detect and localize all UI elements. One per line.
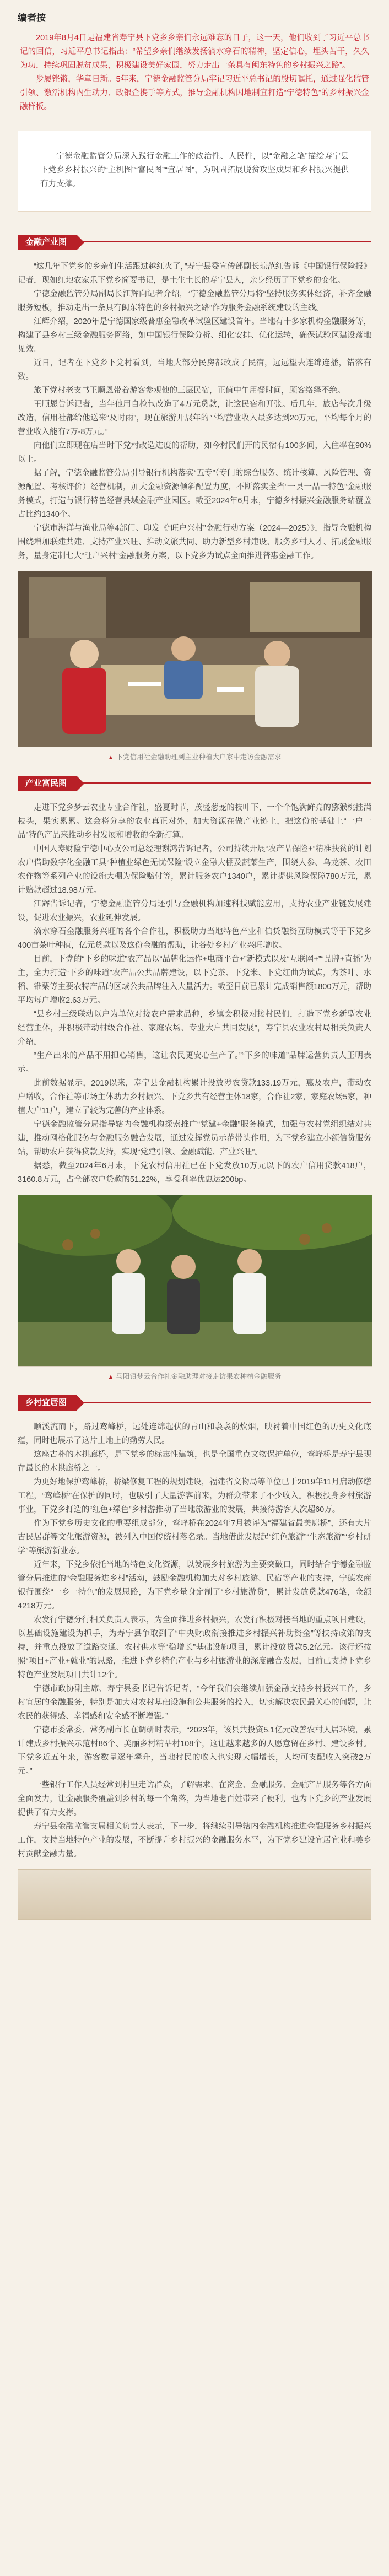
- paragraph: “这几年下党乡的乡亲们生活跟过越红火了，”寿宁县委宣传部副长琼范红告诉《中国银行保险报》记者，现如红地农家乐下党乡简要书记，是土生土长的寿宁县人，亲身经历了下党乡的变化。: [18, 262, 371, 285]
- paragraph: 王顺恩告诉记者，当年他用自检包改造了4万元贷款，让这民宿和开张。后几年，旅店每次升级改造，信用社都给他送来“及时雨”，现在旅游开展年的平均营业收入最多达到20万元，平均每个月的营业收入能有7万-8万元。”: [18, 400, 371, 436]
- paragraph: 据了解，宁德金融监管分局引导银行机构落实“五专”（专门的综合服务、统计核算、风险管理、资源配置、考核评价）经营机制，加大金融资源倾斜配置力度，不断落实全省“一县一品一特色”金融服务模式，打造与银行特色经营县域金融产业园区。截至2024年6月末，宁德乡村振兴金融服务站覆盖占比约1340个。: [18, 469, 371, 519]
- section-title: 产业富民图: [18, 776, 77, 791]
- intro-paragraph: 2019年8月4日是福建省寿宁县下党乡乡亲们永远难忘的日子，这一天，他们收到了习近平总书记的回信，习近平总书记指出：“希望乡亲们继续发扬滴水穿石的精神，坚定信心，埋头苦干，久久为功，持续巩固脱贫成果，积极建设美好家园，努力走出一条具有闽东特色的乡村振兴之路”。: [20, 34, 369, 70]
- section-industry: [18, 234, 371, 762]
- paragraph: 寿宁县金融监管支局相关负责人表示，下一步，将继续引导辖内金融机构推进金融服务乡村振兴工作，支持当地特色产业的发展，不断提升乡村振兴的金融服务水平，为下党乡建设宜居宜业和美乡村贡献金融力量。: [18, 1822, 371, 1859]
- intro-block: [18, 31, 371, 125]
- paragraph: “县乡村三级联动以户为单位对接农户需求品种，乡镇会积极对接村民们，打造下党乡新型农业经营主体，并积极带动村级合作社、家庭农场、专业大户共同发展”，寿宁县农业农村局相关负责人介绍。: [18, 1010, 371, 1046]
- photo-orchard: [18, 1195, 372, 1367]
- paragraph: 作为下党乡历史文化的重要组成部分，鸾峰桥在2024年7月被评为“福建省最美廊桥”，还有大片古民居群等文化旅游资源，被列入中国传统村落名录。当地借此发展起“红色旅游”“生态旅游”“乡村研学”等旅游新业态。: [18, 1519, 371, 1556]
- caption-triangle-icon: ▲: [107, 1374, 114, 1380]
- photo-bank-visit: [18, 571, 372, 747]
- intro-paragraph-2: 步履铿锵，华章日新。5年来，宁德金融监管分局牢记习近平总书记的殷切嘱托，通过强化监管引领、激活机构内生动力、政银企携手等方式，推导金融机构因地制宜打造“宁德特色”的乡村振兴金融样板。: [20, 75, 369, 111]
- paragraph: 宁德市委常委、常务副市长在调研时表示，“2023年，该县共投资5.1亿元改善农村人居环境，累计建成乡村振兴示范村86个、美丽乡村精品村108个，这让越来越多的人愿意留在乡村、建设乡村。下党乡近五年来，游客数量逐年攀升，当地村民的收入也实现大幅增长，人均可支配收入突破2万元。”: [18, 1726, 371, 1776]
- section-title: 乡村宜居图: [18, 1395, 77, 1411]
- section-rich: [18, 775, 371, 1381]
- intro-summary-text: 宁德金融监管分局深入践行金融工作的政治性、人民性，以“金融之笔”描绘寿宁县下党乡乡村振兴的“主机图”“富民图”“宜居图”，为巩固拓展脱贫攻坚成果和乡村振兴提供有力支撑。: [40, 152, 349, 188]
- paragraph: 宁德金融监管分局副局长江辉向记者介绍，“宁德金融监管分局将“坚持服务实体经济，补齐金融服务短板，推动走出一条具有闽东特色的乡村振兴之路”作为服务金融系统建设的主线。: [18, 290, 371, 312]
- footer-decoration: [18, 1869, 371, 1920]
- paragraph: 一些银行工作人员经常到村里走访群众，了解需求，在资金、金融服务、金融产品服务等各方面全面发力，让金融服务覆盖到乡村的每一个角落，为当地老百姓带来了便利，也为下党乡的产业发展提供了有力支撑。: [18, 1781, 371, 1817]
- paragraph: 近年来，下党乡依托当地的特色文化资源，以发展乡村旅游为主要突破口，同时结合宁德金融监管分局推进的“金融服务进乡村”活动，鼓励金融机构加大对乡村旅游、民宿等产业的支持，宁德农商银行围绕“一乡一特色”的发展思路，为下党乡量身定制了“乡村旅游贷”，累计发放贷款476笔，金额4218万元。: [18, 1560, 371, 1611]
- paragraph: 江辉告诉记者，宁德金融监管分局还引导金融机构加速科技赋能应用，支持农业产业链发展建设，促进农业振兴，农业延伸发展。: [18, 900, 371, 922]
- caption-triangle-icon: ▲: [107, 754, 114, 761]
- paragraph: 中国人寿财险宁德中心支公司总经理谢鸿告诉记者，公司持续开展“农产品保险+”精准扶贫的计划农户借助数字化金融工具“种植业绿色无忧保险”设立金融大棚及蔬菜生产，围绕人参、乌龙茶、农田农作物等系列产业的设施大棚为保险赔付等，累计服务农户1340户，累计提供风险保障780万元，累计赔款超过18.98万元。: [18, 845, 371, 895]
- section-livable: [18, 1394, 371, 1861]
- paragraph: 农发行宁德分行相关负责人表示，为全面推进乡村振兴，农发行积极对接当地的重点项目建设，以基础设施建设为抓手，为寿宁县争取到了“中央财政衔接推进乡村振兴补助资金”等扶持政策的支持，并重点投放了道路交通、农村供水等“稳增长”基础设施项目，累计投放贷款5.2亿元。该行还按照“项目+产业+就业”的思路，推进下党乡特色产业与乡村旅游业的深度融合发展，目前已支持下党乡特色产业发展项目共计12个。: [18, 1616, 371, 1679]
- photo-caption: ▲ 下党信用社金融助理到主业种植大户家中走访金融需求: [107, 753, 282, 761]
- paragraph: 顺溪流而下，路过鸾峰桥，远处连绵起伏的青山和袅袅的炊烟，映衬着中国红色的历史文化底蕴，同时也展示了这片土地上的勤劳人民。: [18, 1423, 371, 1445]
- paragraph: 向他们立即现在店当时下党村改造进度的帮助，如今村民们开的民宿有100多间，入住率在90%以上。: [18, 441, 371, 464]
- paragraph: 为更好地保护鸾峰桥，桥梁修复工程的规划建设，福建省文物局等单位已于2019年11月启动修缮工程，“鸾峰桥”在保护的同时，也吸引了大量游客前来，为群众带来了不少收入。积极投身乡村旅游事业，下党乡打造的“红色+绿色”乡村游推动了当地旅游业的发展，共接待游客人次超60万。: [18, 1478, 371, 1514]
- paragraph: “生产出来的产品不用担心销售，这让农民更安心生产了。”“下乡的味道”品牌运营负责人王明表示。: [18, 1051, 371, 1074]
- intro-summary-box: [18, 131, 371, 212]
- paragraph: 宁德金融监管分局指导辖内金融机构探索推广“党建+金融”服务模式，加强与农村党组织结对共建，推动网格化服务与金融服务融合发展，通过发挥党员示范带头作用，为下党乡建立小额信贷服务站，帮助农户获得贷款支持，实现“党建引领、金融赋能、产业兴旺”。: [18, 1120, 371, 1157]
- paragraph: 江辉介绍，2020年是宁德国家级普惠金融改革试验区建设首年。当地有十多家机构金融服务等，构建了县乡村三级金融服务网络，如中国银行保险分析、细化安排、优化运转，确保试验区建设落地见效。: [18, 317, 371, 354]
- paragraph: 旅下党村老支书王顺恩带着游客参观他的三层民宿，正值中午用餐时间，顾客络绎不绝。: [34, 386, 345, 395]
- section-header: [18, 234, 371, 250]
- paragraph: 走进下党乡梦云农业专业合作社，盛夏时节，茂盛葱茏的枝叶下，一个个饱满鲜亮的猕猴桃挂满枝头，果实累累。这会将分享的农业真正对外，加大资源在做产业链上，把这份的基础上“一户一品”特色产品来推动乡村发展和增收的全新打算。: [18, 803, 371, 840]
- paragraph: 宁德市海洋与渔业局等4部门、印发《“旺户兴村”金融行动方案（2024—2025）》，指导金融机构围绕增加联建共建、支持产业兴旺、推动文旅共同、助力新型乡村建设、服务乡村人才、拓展金融服务，量身定制七大“旺户兴村”金融服务方案，以下党乡为试点全面推进普惠金融工作。: [18, 524, 371, 560]
- paragraph: 近日，记者在下党乡下党村看到，当地大部分民房都改成了民宿，远远望去连绵连播，错落有致。: [18, 359, 371, 381]
- paragraph: 宁德市政协副主席、寿宁县委书记告诉记者，“今年我们会继续加强金融支持乡村振兴工作，乡村宜居的金融服务，特别是加大对农村基础设施和公共服务的投入，切实解决农民最关心的问题，让农民的获得感、幸福感和安全感不断增强。”: [18, 1684, 371, 1721]
- paragraph: 此前数据显示，2019以来，寿宁县金融机构累计投放涉农贷款133.19万元，惠及农户，带动农户增收，合作社等市场主体助力乡村振兴。下党乡共有经营主体18家，合作社2家，家庭农场5家，种植大户11户，建立了较为完善的产业体系。: [18, 1079, 371, 1115]
- section-header: [18, 775, 371, 791]
- paragraph: 据悉，截至2024年6月末，下党农村信用社已在下党发放10万元以下的农户信用贷款418户，3160.8万元，占全部农户贷款的51.22%，享受利率优惠达200bp。: [18, 1162, 371, 1184]
- section-title: 金融产业图: [18, 235, 77, 250]
- editor-note-label: 编者按: [18, 13, 46, 23]
- section-header: [18, 1394, 371, 1411]
- paragraph: 目前，下党的“下乡的味道”农产品以“品牌化运作+电商平台+”新模式以及“互联网+”“品牌+直播”为主，全力打造“下乡的味道”农产品公共品牌建设，以下党茶、下党米、下党红曲为试点，为茶叶、水稻、锥栗等主要农特产品的区域公共品牌注入大量活力。截至目前已累计完成销售额1800万元，帮助平均每户增收2.63万元。: [18, 955, 371, 1005]
- paragraph: 滴水穿石金融服务兴旺的各个合作社，积极助力当地特色产业和信贷融资互助模式等于下党乡400亩茶叶种植，亿元贷款以及这份金融的帮助，让各处乡村产业兴旺增收。: [18, 927, 371, 950]
- photo-caption: ▲ 马阳镇梦云合作社金融助理对接走访果农种植金融服务: [107, 1373, 282, 1380]
- paragraph: 这座古朴的木拱廊桥，是下党乡的标志性建筑，也是全国重点文物保护单位，鸾峰桥是寿宁县现存最长的木拱廊桥之一。: [18, 1450, 371, 1473]
